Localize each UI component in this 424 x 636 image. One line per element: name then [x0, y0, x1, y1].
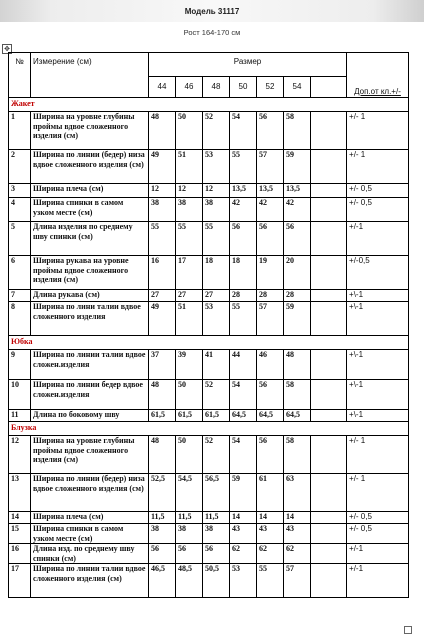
table-row [9, 184, 409, 198]
size-value: 19 [257, 256, 284, 290]
size-value: 56 [149, 544, 176, 564]
size-value: 43 [230, 524, 257, 544]
measurement-label: Ширина на уровне глубины проймы вдвое сложенного изделия (см) [31, 436, 149, 474]
tolerance-value: +/- 0,5 [347, 524, 409, 544]
row-number: 9 [9, 350, 31, 380]
size-value: 38 [176, 524, 203, 544]
size-value: 64,5 [257, 410, 284, 422]
size-value: 46 [257, 350, 284, 380]
size-value: 61,5 [176, 410, 203, 422]
size-value: 44 [230, 350, 257, 380]
size-value: 52 [203, 436, 230, 474]
measurement-label: Ширина по линии (бедер) низа вдвое сложенного изделия (см) [31, 474, 149, 512]
table-row [9, 474, 409, 512]
tolerance-value: +\-1 [347, 290, 409, 302]
size-value [311, 524, 347, 544]
size-value [311, 350, 347, 380]
size-value: 46,5 [149, 564, 176, 598]
row-number: 16 [9, 544, 31, 564]
size-value: 61 [257, 474, 284, 512]
measurement-label: Длина рукава (см) [31, 290, 149, 302]
size-value: 14 [257, 512, 284, 524]
row-number: 11 [9, 410, 31, 422]
size-value: 38 [203, 198, 230, 222]
size-value: 58 [284, 380, 311, 410]
size-value: 37 [149, 350, 176, 380]
measurement-label: Ширина плеча (см) [31, 512, 149, 524]
tolerance-value: +\-1 [347, 410, 409, 422]
measurement-label: Длина изд. по среднему шву спинки (см) [31, 544, 149, 564]
size-value: 64,5 [284, 410, 311, 422]
tolerance-value: +/- 1 [347, 436, 409, 474]
size-value [311, 410, 347, 422]
size-value: 48,5 [176, 564, 203, 598]
size-value: 53 [230, 564, 257, 598]
size-value: 42 [230, 198, 257, 222]
table-row [9, 380, 409, 410]
measurement-label: Ширина по линии талии вдвое сложенного изделия (см) [31, 564, 149, 598]
size-value: 53 [203, 302, 230, 336]
row-number: 15 [9, 524, 31, 544]
measurement-label: Ширина по лини талии вдвое сложенного изделия [31, 302, 149, 336]
size-value: 56 [230, 222, 257, 256]
size-header: 46 [176, 77, 203, 98]
size-value: 62 [284, 544, 311, 564]
size-value: 58 [284, 112, 311, 150]
tolerance-value: +\-1 [347, 380, 409, 410]
tolerance-value: +/-0,5 [347, 256, 409, 290]
size-value: 13,5 [284, 184, 311, 198]
size-value: 56 [176, 544, 203, 564]
size-value [311, 150, 347, 184]
tolerance-value: +\-1 [347, 350, 409, 380]
size-value: 28 [257, 290, 284, 302]
size-value: 62 [257, 544, 284, 564]
measurement-label: Ширина рукава на уровне проймы вдвое сложенного изделия (см) [31, 256, 149, 290]
tolerance-value: +\-1 [347, 302, 409, 336]
size-value: 58 [284, 436, 311, 474]
row-number: 1 [9, 112, 31, 150]
size-value: 48 [149, 380, 176, 410]
header-tolerance: Доп.от кл.+/- [354, 86, 401, 96]
size-value: 55 [149, 222, 176, 256]
size-value: 28 [284, 290, 311, 302]
size-value: 27 [149, 290, 176, 302]
document-title: Модель 31117 [184, 7, 240, 16]
size-value [311, 544, 347, 564]
size-value: 53 [203, 150, 230, 184]
size-value: 12 [176, 184, 203, 198]
table-row [9, 410, 409, 422]
size-value: 52,5 [149, 474, 176, 512]
header-num: № [9, 53, 31, 98]
size-value: 57 [257, 302, 284, 336]
measurements-table [8, 52, 409, 598]
row-number: 3 [9, 184, 31, 198]
size-value: 54 [230, 436, 257, 474]
size-value [311, 256, 347, 290]
size-value: 56 [257, 436, 284, 474]
tolerance-value: +/-1 [347, 564, 409, 598]
size-value: 61,5 [149, 410, 176, 422]
size-value: 28 [230, 290, 257, 302]
size-value: 57 [284, 564, 311, 598]
table-row [9, 544, 409, 564]
size-value [311, 564, 347, 598]
table-row [9, 112, 409, 150]
size-value: 11,5 [203, 512, 230, 524]
size-value: 63 [284, 474, 311, 512]
section-row [9, 336, 409, 350]
size-header: 50 [230, 77, 257, 98]
size-value: 51 [176, 302, 203, 336]
size-value: 11,5 [176, 512, 203, 524]
row-number: 10 [9, 380, 31, 410]
section-row [9, 98, 409, 112]
size-value: 12 [149, 184, 176, 198]
size-value [311, 302, 347, 336]
section-title: Блузка [9, 422, 409, 436]
size-header: 52 [257, 77, 284, 98]
tolerance-value: +/- 1 [347, 112, 409, 150]
row-number: 13 [9, 474, 31, 512]
size-header: 54 [284, 77, 311, 98]
row-number: 14 [9, 512, 31, 524]
size-value: 13,5 [257, 184, 284, 198]
size-value: 49 [149, 150, 176, 184]
size-value [311, 184, 347, 198]
row-number: 7 [9, 290, 31, 302]
tolerance-value: +/- 0,5 [347, 512, 409, 524]
size-value: 49 [149, 302, 176, 336]
measurement-label: Ширина по линии (бедер) низа вдвое сложенного изделия (см) [31, 150, 149, 184]
size-header [311, 77, 347, 98]
row-number: 2 [9, 150, 31, 184]
size-value: 38 [203, 524, 230, 544]
size-value: 27 [176, 290, 203, 302]
table-row [9, 524, 409, 544]
size-value: 56 [203, 544, 230, 564]
size-value: 50 [176, 380, 203, 410]
size-value: 57 [257, 150, 284, 184]
size-value [311, 380, 347, 410]
size-value: 56 [284, 222, 311, 256]
size-value [311, 222, 347, 256]
size-value: 42 [257, 198, 284, 222]
size-header: 48 [203, 77, 230, 98]
size-value: 50 [176, 112, 203, 150]
header-measure: Измерение (см) [31, 53, 149, 98]
section-row [9, 422, 409, 436]
size-value: 50 [176, 436, 203, 474]
table-row [9, 436, 409, 474]
size-value: 55 [203, 222, 230, 256]
section-title: Жакет [9, 98, 409, 112]
tolerance-value: +/-1 [347, 544, 409, 564]
row-number: 6 [9, 256, 31, 290]
table-row [9, 256, 409, 290]
size-value: 11,5 [149, 512, 176, 524]
measurement-label: Длина по боковому шву [31, 410, 149, 422]
size-value: 18 [203, 256, 230, 290]
table-row [9, 564, 409, 598]
row-number: 8 [9, 302, 31, 336]
table-row [9, 290, 409, 302]
size-value: 56 [257, 222, 284, 256]
measurement-label: Ширина по линии талии вдвое сложен.изделия [31, 350, 149, 380]
size-value: 13,5 [230, 184, 257, 198]
size-value: 48 [149, 112, 176, 150]
size-value: 55 [230, 150, 257, 184]
table-row [9, 150, 409, 184]
header-size: Размер [149, 53, 347, 77]
size-value: 55 [230, 302, 257, 336]
row-number: 4 [9, 198, 31, 222]
size-value: 56,5 [203, 474, 230, 512]
size-value: 55 [176, 222, 203, 256]
size-value: 20 [284, 256, 311, 290]
size-header: 44 [149, 77, 176, 98]
measurement-label: Длина изделия по среднему шву спинки (см) [31, 222, 149, 256]
size-value [311, 436, 347, 474]
size-value: 42 [284, 198, 311, 222]
tolerance-value: +/-1 [347, 222, 409, 256]
section-title: Юбка [9, 336, 409, 350]
tolerance-value: +/- 1 [347, 150, 409, 184]
size-value: 59 [284, 302, 311, 336]
size-value [311, 112, 347, 150]
table-row [9, 222, 409, 256]
size-value: 17 [176, 256, 203, 290]
size-value: 27 [203, 290, 230, 302]
row-number: 12 [9, 436, 31, 474]
table-move-handle-icon[interactable]: ✥ [2, 44, 12, 54]
size-value [311, 512, 347, 524]
size-value: 14 [230, 512, 257, 524]
resize-corner-icon[interactable] [404, 626, 412, 634]
size-value: 41 [203, 350, 230, 380]
measurement-label: Ширина спинки в самом узком месте (см) [31, 524, 149, 544]
size-value: 43 [284, 524, 311, 544]
size-value [311, 290, 347, 302]
size-value: 38 [149, 198, 176, 222]
size-value: 48 [284, 350, 311, 380]
size-value: 55 [257, 564, 284, 598]
size-value: 38 [176, 198, 203, 222]
size-value: 51 [176, 150, 203, 184]
table-row [9, 198, 409, 222]
measurement-label: Ширина спинки в самом узком месте (см) [31, 198, 149, 222]
size-value: 54 [230, 380, 257, 410]
tolerance-value: +/- 1 [347, 474, 409, 512]
size-value: 50,5 [203, 564, 230, 598]
header-row-top [9, 53, 409, 77]
row-number: 5 [9, 222, 31, 256]
row-number: 17 [9, 564, 31, 598]
size-value: 59 [230, 474, 257, 512]
document-subtitle: Рост 164-170 см [183, 28, 241, 37]
size-value [311, 198, 347, 222]
measurement-label: Ширина по линии бедер вдвое сложен.изделия [31, 380, 149, 410]
size-value: 62 [230, 544, 257, 564]
tolerance-value: +/- 0,5 [347, 198, 409, 222]
size-value: 56 [257, 112, 284, 150]
size-value: 54,5 [176, 474, 203, 512]
size-value: 54 [230, 112, 257, 150]
size-value: 12 [203, 184, 230, 198]
tolerance-value: +/- 0,5 [347, 184, 409, 198]
size-value: 43 [257, 524, 284, 544]
size-value: 56 [257, 380, 284, 410]
size-value: 52 [203, 112, 230, 150]
size-value [311, 474, 347, 512]
size-value: 14 [284, 512, 311, 524]
size-value: 59 [284, 150, 311, 184]
size-value: 18 [230, 256, 257, 290]
size-value: 38 [149, 524, 176, 544]
size-value: 61,5 [203, 410, 230, 422]
table-row [9, 302, 409, 336]
header-tolerance-cell [347, 53, 409, 98]
size-value: 52 [203, 380, 230, 410]
table-row [9, 350, 409, 380]
measurement-label: Ширина плеча (см) [31, 184, 149, 198]
measurement-label: Ширина на уровне глубины проймы вдвое сложенного изделия (см) [31, 112, 149, 150]
size-value: 64,5 [230, 410, 257, 422]
table-row [9, 512, 409, 524]
size-value: 16 [149, 256, 176, 290]
size-value: 39 [176, 350, 203, 380]
size-value: 48 [149, 436, 176, 474]
